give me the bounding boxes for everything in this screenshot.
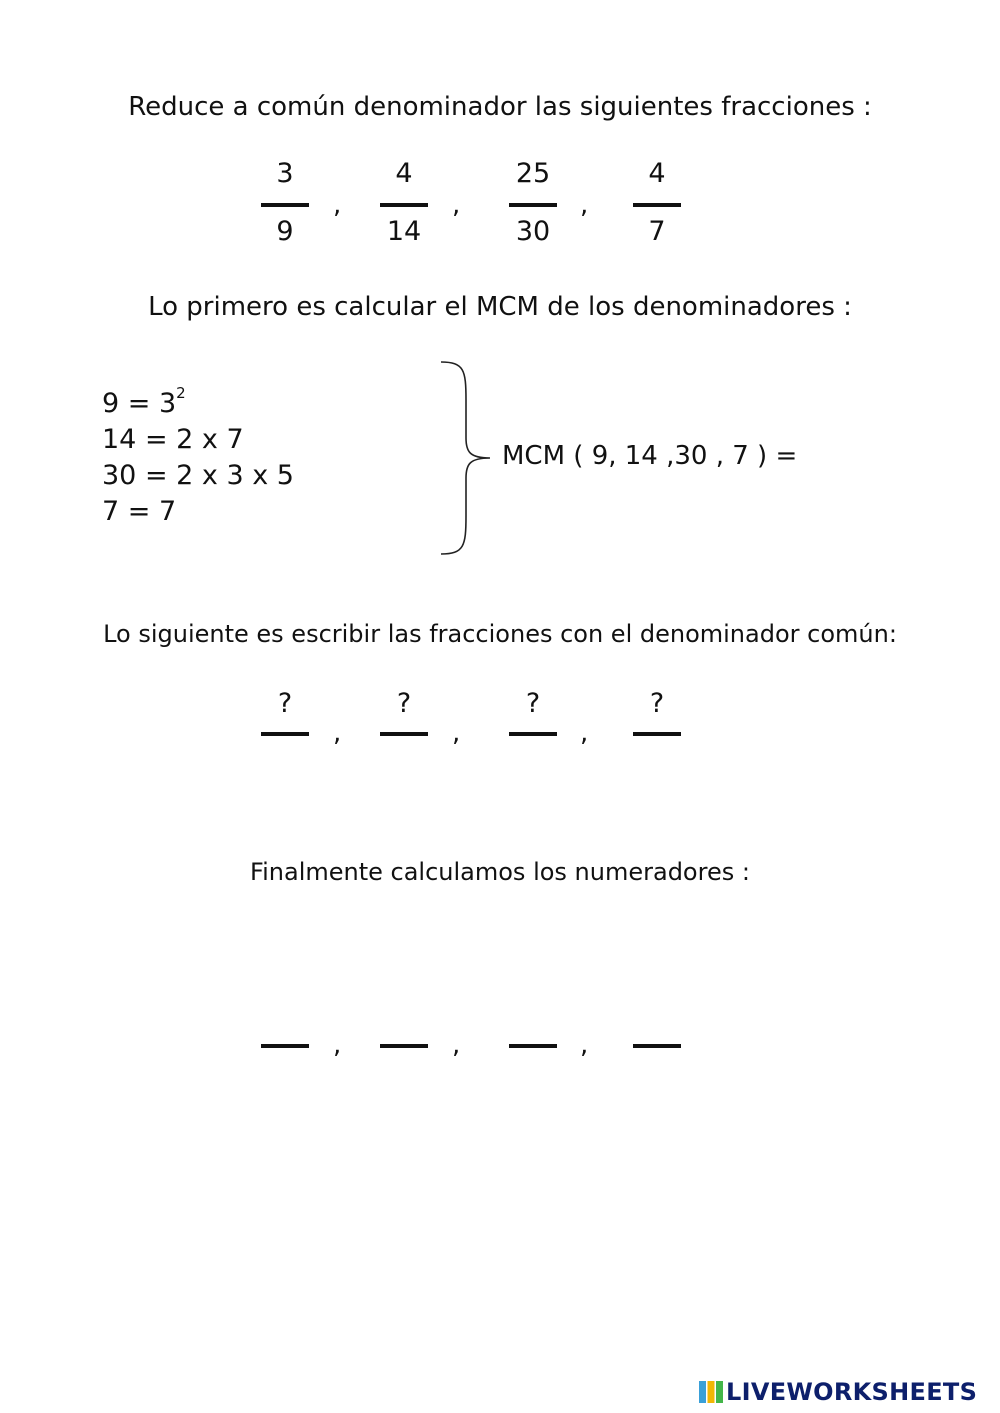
curly-brace-icon [436,360,496,556]
fraction-bar [261,732,309,736]
comma: , [580,190,589,220]
step-2-instruction: Lo siguiente es escribir las fracciones con el denominador común: [103,620,897,648]
liveworksheets-logo [698,1377,977,1407]
liveworksheets-logo-icon [698,1379,724,1405]
fraction-bar [509,732,557,736]
answer-fraction-bar-1 [261,1044,309,1048]
step-1-instruction: Lo primero es calcular el MCM de los denominadores : [148,292,852,322]
fraction-numerator: 3 [276,158,294,189]
factorization-14: 14 = 2 x 7 [102,424,244,455]
placeholder-fraction-3 [488,688,578,748]
fraction-bar [509,203,557,207]
placeholder-numerator: ? [277,688,293,719]
factorization-7: 7 = 7 [102,496,177,527]
fraction-4 [612,158,702,248]
comma: , [333,1030,342,1060]
comma: , [580,718,589,748]
fraction-bar [380,203,428,207]
fraction-3 [488,158,578,248]
fraction-bar [380,732,428,736]
fraction-bar [261,203,309,207]
comma: , [452,718,461,748]
factorization-list [102,386,294,530]
placeholder-fraction-4 [612,688,702,748]
factorization-30: 30 = 2 x 3 x 5 [102,460,294,491]
fraction-denominator: 30 [515,216,551,247]
placeholder-fraction-1 [240,688,330,748]
fraction-bar [633,203,681,207]
fraction-1 [240,158,330,248]
placeholder-numerator: ? [525,688,541,719]
step-3-instruction: Finalmente calculamos los numeradores : [250,858,750,886]
fraction-bar [633,732,681,736]
mcm-expression: MCM ( 9, 14 ,30 , 7 ) = [502,441,798,471]
fraction-denominator: 14 [386,216,422,247]
fraction-numerator: 25 [515,158,551,189]
answer-fraction-bar-2 [380,1044,428,1048]
placeholder-numerator: ? [396,688,412,719]
answer-fraction-bar-3 [509,1044,557,1048]
logo-text: LIVEWORKSHEETS [726,1378,978,1406]
fraction-denominator: 7 [648,216,666,247]
comma: , [333,718,342,748]
placeholder-numerator: ? [649,688,665,719]
fraction-numerator: 4 [648,158,666,189]
factorization-9: $9 = 3^2$ [102,384,186,419]
fraction-numerator: 4 [395,158,413,189]
comma: , [580,1030,589,1060]
placeholder-fraction-2 [359,688,449,748]
fraction-2 [359,158,449,248]
page-title: Reduce a común denominador las siguientes fracciones : [128,92,872,122]
comma: , [452,190,461,220]
answer-fraction-bar-4 [633,1044,681,1048]
comma: , [452,1030,461,1060]
fraction-denominator: 9 [276,216,294,247]
comma: , [333,190,342,220]
